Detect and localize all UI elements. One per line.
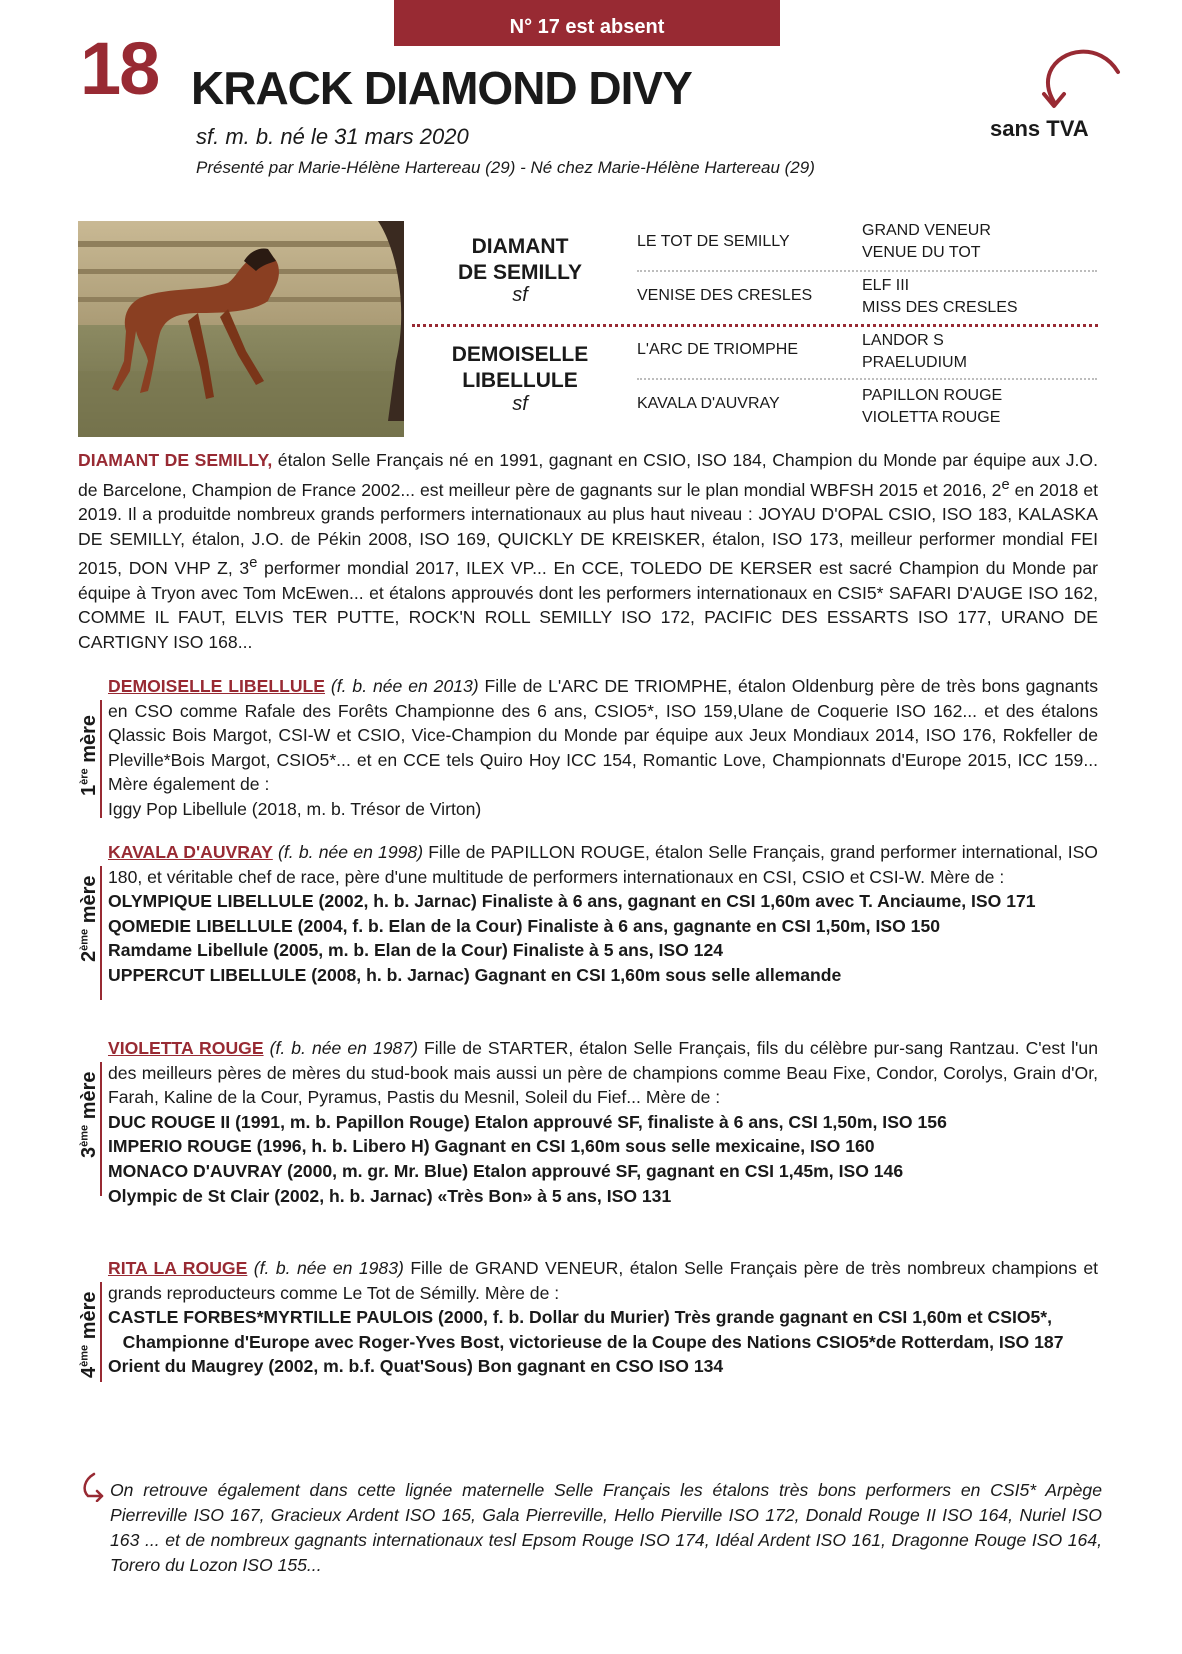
offspring-line: CASTLE FORBES*MYRTILLE PAULOIS (2000, f. b. Dollar du Murier) Très grande gagnant en CSI 1,60m et CSIO5*, xyxy=(108,1307,1053,1328)
mother-name: VIOLETTA ROUGE xyxy=(108,1038,264,1058)
sire-name-line2: DE SEMILLY xyxy=(457,261,583,284)
hook-arrow-icon xyxy=(80,1472,106,1502)
presenter-line: Présenté par Marie-Hélène Hartereau (29) - Né chez Marie-Hélène Hartereau (29) xyxy=(196,158,815,177)
great-grandparent: VIOLETTA ROUGE xyxy=(862,409,1001,426)
mother-name: DEMOISELLE LIBELLULE xyxy=(108,676,326,696)
offspring-line: OLYMPIQUE LIBELLULE (2002, h. b. Jarnac) Finaliste à 6 ans, gagnant en CSI 1,60m avec T. Anciaume, ISO 171 xyxy=(108,891,1036,912)
mother-block-1 xyxy=(108,674,1098,822)
great-grandparent: PRAELUDIUM xyxy=(862,354,967,371)
grandparent: KAVALA D'AUVRAY xyxy=(637,395,780,412)
pedigree-divider xyxy=(637,270,1097,272)
pedigree-sire xyxy=(440,234,600,286)
dam-name-line2: LIBELLULE xyxy=(462,369,578,392)
sire-paragraph-text-2: en 2018 et 2019. Il a produitde nombreux grands performers internationaux au plus haut niveau : JOYAU D'OPAL CSIO, ISO 183, KALASKA DE SEMILLY, étalon, J.O. de Pékin 2008, ISO 169, QUICKLY DE KREISKER, étalon, ISO 173, meilleur performer mondial FEI 2015, DON VHP Z, 3 xyxy=(78,479,1098,579)
tax-label: sans TVA xyxy=(990,116,1089,141)
sire-breed: sf xyxy=(512,284,528,306)
curved-arrow-icon xyxy=(1040,48,1122,114)
offspring-line: UPPERCUT LIBELLULE (2008, h. b. Jarnac) Gagnant en CSI 1,60m sous selle allemande xyxy=(108,964,842,985)
mother-block-3 xyxy=(108,1036,1098,1208)
sire-paragraph-text-1: étalon Selle Français né en 1991, gagnant en CSIO, ISO 184, Champion du Monde par équipe aux J.O. de Barcelone, Champion de France 2002... est meilleur père de gagnants sur le plan mondial WBFSH 2015 et 2016, 2 xyxy=(78,450,1098,500)
mother-birth: (f. b. née en 1983) xyxy=(247,1258,404,1278)
mother-name: RITA LA ROUGE xyxy=(108,1258,248,1278)
pedigree-divider xyxy=(637,378,1097,380)
mother-description: Fille de L'ARC DE TRIOMPHE, étalon Oldenburg père de très bons gagnants en CSO comme Rafale des Forêts Championne des 6 ans, CSIO5*, ISO 159,Ulane de Coquerie ISO 162... et des étalons Qlassic Bois Margot, CSI-W et CSIO, Vice-Champion du Monde par équipe aux Jeux Mondiaux 2014, ISO 176, Rokfeller de Pleville*Bois Margot, CSIO5*... et en CCE tels Quiro Hoy ICC 154, Romantic Love, Championnats d'Europe 2015, ICC 159... Mère également de : xyxy=(108,676,1099,795)
generation-label: 2ème mère xyxy=(78,875,100,962)
sire-paragraph xyxy=(78,448,1098,654)
sire-paragraph-sup-2: e xyxy=(249,555,258,572)
sire-paragraph-text-3: performer mondial 2017, ILEX VP... En CCE, TOLEDO DE KERSER est sacré Champion du Monde par équipe à Tryon avec Tom McEwen... et étalons approuvés dont les performers internationaux en CSI5* SAFARI D'AUGE ISO 162, COMME IL FAUT, ELVIS TER PUTTE, ROCK'N ROLL SEMILLY ISO 172, PACIFIC DES ESSARTS ISO 177, URANO DE CARTIGNY ISO 168... xyxy=(78,558,1098,652)
grandparent: VENISE DES CRESLES xyxy=(637,287,813,304)
offspring-line: Championne d'Europe avec Roger-Yves Bost, victorieuse de la Coupe des Nations CSIO5*de Rotterdam, ISO 187 xyxy=(108,1331,1064,1352)
great-grandparent: GRAND VENEUR xyxy=(862,222,991,239)
mother-block-4 xyxy=(108,1256,1098,1379)
offspring-line: Ramdame Libellule (2005, m. b. Elan de la Cour) Finaliste à 5 ans, ISO 124 xyxy=(108,940,724,961)
offspring-line: IMPERIO ROUGE (1996, h. b. Libero H) Gagnant en CSI 1,60m sous selle mexicaine, ISO 160 xyxy=(108,1136,875,1157)
mother-birth: (f. b. née en 1998) xyxy=(272,842,424,862)
offspring-line: Iggy Pop Libellule (2018, m. b. Trésor de Virton) xyxy=(108,798,482,819)
sire-paragraph-name: DIAMANT DE SEMILLY, xyxy=(78,450,273,470)
offspring-line: DUC ROUGE II (1991, m. b. Papillon Rouge) Etalon approuvé SF, finaliste à 6 ans, CSI 1,50m, ISO 156 xyxy=(108,1111,947,1132)
mother-birth: (f. b. née en 2013) xyxy=(325,676,479,696)
pedigree-dam xyxy=(420,342,620,394)
generation-label: 1ère mère xyxy=(78,714,100,796)
mother-description: Fille de GRAND VENEUR, étalon Selle Français père de très nombreux champions et grands reproducteurs comme Le Tot de Sémilly. Mère de : xyxy=(108,1258,1099,1303)
grandparent: L'ARC DE TRIOMPHE xyxy=(637,341,799,358)
mother-birth: (f. b. née en 1987) xyxy=(263,1038,418,1058)
offspring-line: MONACO D'AUVRAY (2000, m. gr. Mr. Blue) Etalon approuvé SF, gagnant en CSI 1,45m, ISO 146 xyxy=(108,1160,904,1181)
horse-details: sf. m. b. né le 31 mars 2020 xyxy=(196,124,469,149)
sire-name-line1: DIAMANT xyxy=(471,235,569,258)
dam-name-line1: DEMOISELLE xyxy=(451,343,589,366)
horse-photo xyxy=(78,221,404,437)
sire-paragraph-sup-1: e xyxy=(1001,476,1010,493)
great-grandparent: LANDOR S xyxy=(862,332,944,349)
pedigree-divider-main xyxy=(412,324,1098,327)
great-grandparent: PAPILLON ROUGE xyxy=(862,387,1003,404)
grandparent: LE TOT DE SEMILLY xyxy=(637,233,790,250)
offspring-line: QOMEDIE LIBELLULE (2004, f. b. Elan de la Cour) Finaliste à 6 ans, gagnante en CSI 1,50m, ISO 150 xyxy=(108,915,941,936)
lot-number: 18 xyxy=(80,27,159,110)
offspring-line: Olympic de St Clair (2002, h. b. Jarnac) «Très Bon» à 5 ans, ISO 131 xyxy=(108,1185,672,1206)
absent-banner: N° 17 est absent xyxy=(394,0,780,46)
footer-note: On retrouve également dans cette lignée maternelle Selle Français les étalons très bons performers en CSI5* Arpège Pierreville ISO 167, Gracieux Ardent ISO 165, Gala Pierreville, Hello Pierville ISO 172, Donald Rouge II ISO 164, Nuriel ISO 163 ... et de nombreux gagnants internationaux tesl Epsom Rouge ISO 174, Idéal Ardent ISO 161, Dragonne Rouge ISO 164, Torero du Lozon ISO 155... xyxy=(110,1480,1102,1575)
mother-block-2 xyxy=(108,840,1098,988)
great-grandparent: MISS DES CRESLES xyxy=(862,299,1018,316)
mother-name: KAVALA D'AUVRAY xyxy=(108,842,273,862)
mother-description: Fille de STARTER, étalon Selle Français, fils du célèbre pur-sang Rantzau. C'est l'un des meilleurs pères de mères du stud-book mais aussi un père de champions comme Beau Fixe, Condor, Corolys, Grain d'Or, Farah, Kaline de la Cour, Pyramus, Pastis du Mesnil, Soleil du Fief... Mère de : xyxy=(108,1038,1098,1108)
generation-label: 3ème mère xyxy=(78,1071,100,1158)
mother-description: Fille de PAPILLON ROUGE, étalon Selle Français, grand performer international, ISO 180, et véritable chef de race, père d'une multitude de performers internationaux en CSI, CSIO et CSI-W. Mère de : xyxy=(108,842,1098,887)
great-grandparent: ELF III xyxy=(862,277,910,294)
offspring-line: Orient du Maugrey (2002, m. b.f. Quat'Sous) Bon gagnant en CSO ISO 134 xyxy=(108,1356,724,1377)
great-grandparent: VENUE DU TOT xyxy=(862,244,981,261)
generation-label: 4ème mère xyxy=(78,1291,100,1378)
dam-breed: sf xyxy=(512,393,528,415)
horse-name: KRACK DIAMOND DIVY xyxy=(191,62,692,114)
